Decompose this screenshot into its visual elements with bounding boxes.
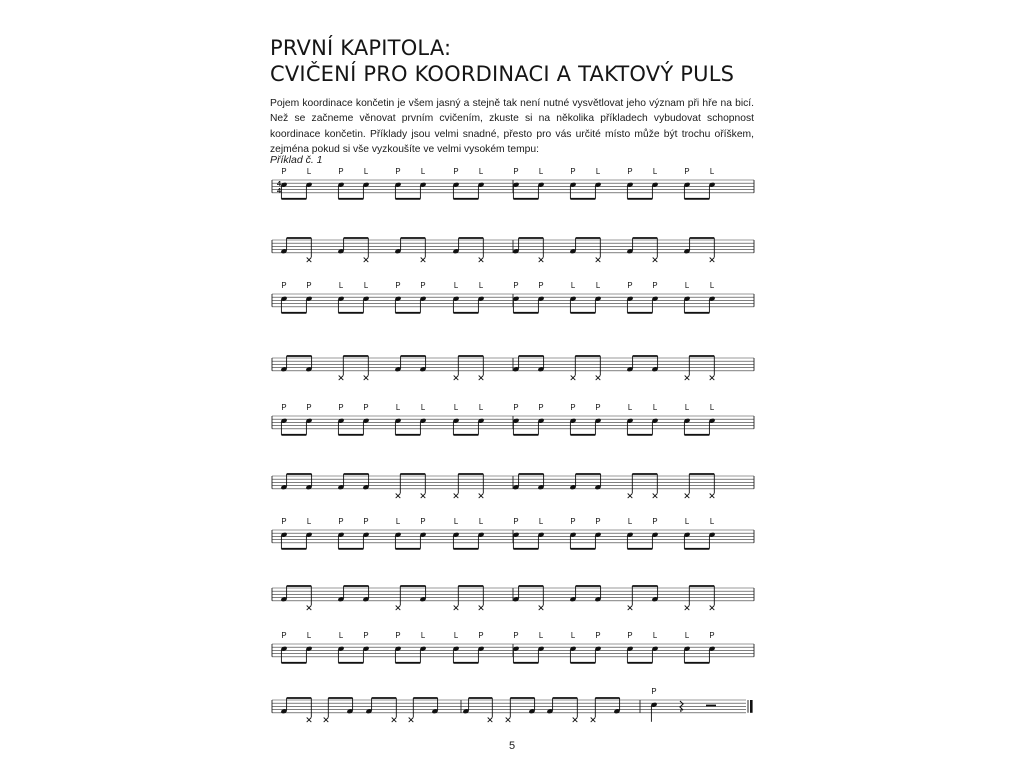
half-rest — [706, 705, 716, 707]
sticking-label: L — [453, 403, 459, 412]
sticking-label: L — [453, 281, 459, 290]
sticking-label: P — [513, 631, 519, 640]
sticking-label: L — [478, 167, 484, 176]
sticking-label: L — [338, 631, 344, 640]
sticking-label: P — [595, 631, 601, 640]
sticking-label: L — [652, 167, 658, 176]
sticking-label: L — [363, 281, 369, 290]
sticking-label: P — [595, 403, 601, 412]
sticking-label: P — [306, 403, 312, 412]
sticking-label: P — [281, 281, 287, 290]
sticking-label: L — [684, 517, 690, 526]
sticking-label: L — [478, 281, 484, 290]
sticking-label: P — [627, 631, 633, 640]
sticking-label: L — [538, 167, 544, 176]
sticking-label: P — [513, 517, 519, 526]
time-signature-bottom: 4 — [277, 186, 281, 195]
sticking-label: L — [709, 167, 715, 176]
sticking-label: P — [281, 403, 287, 412]
sticking-label: P — [395, 167, 401, 176]
example-label: Příklad č. 1 — [270, 154, 323, 166]
time-signature-top: 4 — [277, 179, 281, 188]
sticking-label: P — [513, 167, 519, 176]
sticking-label: P — [281, 517, 287, 526]
sticking-label: L — [627, 403, 633, 412]
sticking-label: L — [709, 403, 715, 412]
sticking-label-final: P — [651, 687, 657, 696]
sticking-label: P — [363, 631, 369, 640]
sticking-label: P — [338, 167, 344, 176]
sticking-label: L — [684, 403, 690, 412]
sticking-label: P — [478, 631, 484, 640]
sticking-label: P — [513, 403, 519, 412]
sticking-label: L — [395, 517, 401, 526]
sticking-label: P — [709, 631, 715, 640]
chapter-subtitle: CVIČENÍ PRO KOORDINACI A TAKTOVÝ PULS — [270, 62, 735, 86]
sticking-label: L — [652, 403, 658, 412]
sticking-label: P — [513, 281, 519, 290]
sticking-label: P — [338, 517, 344, 526]
sticking-label: L — [652, 631, 658, 640]
sticking-label: P — [338, 403, 344, 412]
sticking-label: P — [363, 517, 369, 526]
page-number: 5 — [508, 740, 516, 752]
sticking-label: L — [709, 281, 715, 290]
sticking-label: L — [395, 403, 401, 412]
sticking-label: P — [281, 167, 287, 176]
sticking-label: L — [478, 403, 484, 412]
final-barline-thick — [750, 700, 753, 713]
sticking-label: L — [420, 403, 426, 412]
sticking-label: L — [338, 281, 344, 290]
sticking-label: L — [478, 517, 484, 526]
sticking-label: L — [420, 631, 426, 640]
sticking-label: P — [684, 167, 690, 176]
sticking-label: L — [570, 281, 576, 290]
sticking-label: L — [538, 517, 544, 526]
sticking-label: P — [627, 281, 633, 290]
sticking-label: L — [709, 517, 715, 526]
sticking-label: P — [652, 517, 658, 526]
sticking-label: P — [420, 281, 426, 290]
sticking-label: P — [595, 517, 601, 526]
sticking-label: L — [306, 631, 312, 640]
sticking-label: P — [627, 167, 633, 176]
sticking-label: L — [595, 281, 601, 290]
sticking-label: L — [453, 631, 459, 640]
sticking-label: P — [570, 517, 576, 526]
sticking-label: L — [363, 167, 369, 176]
sticking-label: P — [538, 403, 544, 412]
sticking-label: P — [570, 167, 576, 176]
intro-text: Pojem koordinace končetin je všem jasný a stejně tak není nutné vysvětlovat jeho význam při hře na bicí. Než se začneme věnovat prvním cvičením, zkuste si na několika příkladech vybudovat schopnost koordinace končetin. Příklady jsou velmi snadné, přesto pro vás určité místo může být trochu oříškem, zejména pokud si vše vyzkoušíte ve velmi vysokém tempu: — [270, 98, 754, 155]
sticking-label: L — [627, 517, 633, 526]
sticking-label: P — [395, 631, 401, 640]
chapter-title: PRVNÍ KAPITOLA: — [270, 36, 452, 60]
sticking-label: L — [538, 631, 544, 640]
sticking-label: L — [595, 167, 601, 176]
sticking-label: P — [420, 517, 426, 526]
sticking-label: P — [281, 631, 287, 640]
sticking-label: L — [684, 631, 690, 640]
sticking-label: P — [453, 167, 459, 176]
sticking-label: L — [453, 517, 459, 526]
sticking-label: L — [306, 167, 312, 176]
sticking-label: L — [684, 281, 690, 290]
sticking-label: L — [420, 167, 426, 176]
sticking-label: L — [306, 517, 312, 526]
sticking-label: P — [395, 281, 401, 290]
sticking-label: P — [570, 403, 576, 412]
sticking-label: P — [538, 281, 544, 290]
sticking-label: L — [570, 631, 576, 640]
sticking-label: P — [363, 403, 369, 412]
sticking-label: P — [652, 281, 658, 290]
sticking-label: P — [306, 281, 312, 290]
